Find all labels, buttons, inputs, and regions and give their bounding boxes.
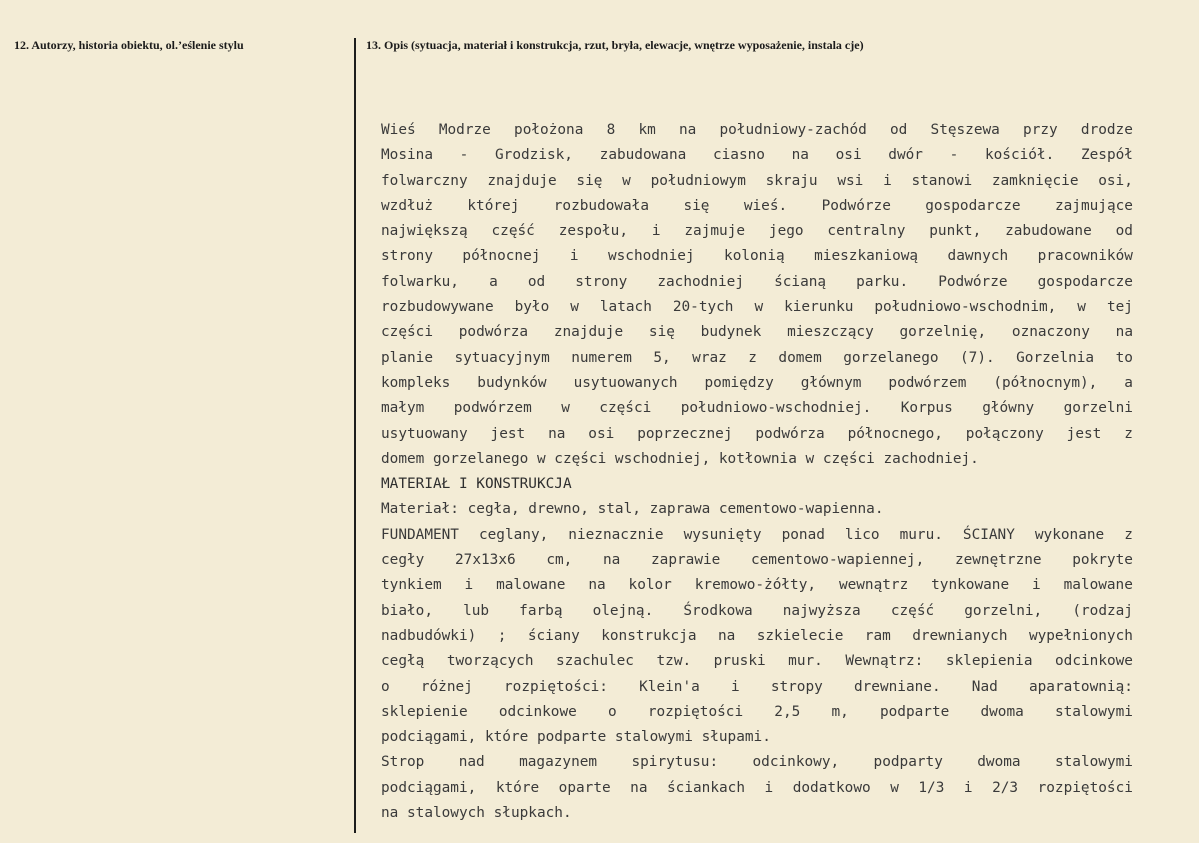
left-column — [0, 0, 352, 843]
word: południowy-zachód — [719, 122, 867, 138]
word: 5, — [653, 349, 671, 366]
column-divider — [354, 38, 356, 833]
word: muru. — [899, 526, 943, 543]
word: Nad — [971, 678, 998, 695]
word: podciągami, — [381, 779, 477, 796]
word: wykonane — [1034, 526, 1105, 543]
word: strony — [575, 273, 628, 290]
word: o — [607, 703, 617, 720]
section-heading-material: MATERIAŁ I KONSTRUKCJA — [381, 476, 572, 493]
word: FUNDAMENT — [381, 526, 459, 543]
word: Gorzelnia — [1016, 349, 1095, 366]
word: i — [651, 223, 661, 240]
word: południowym — [650, 172, 746, 189]
word: dwoma — [977, 754, 1021, 771]
word: osi — [588, 425, 615, 442]
word: Klein'a — [639, 678, 700, 695]
text-line — [381, 371, 1133, 396]
word: szachulec — [556, 653, 634, 670]
word: i — [883, 172, 892, 189]
word: cementowo-wapiennej, — [750, 552, 925, 569]
word: folwarczny — [381, 172, 468, 189]
word: wraz — [692, 349, 727, 366]
word: na — [1115, 324, 1133, 341]
text-line — [381, 270, 1133, 295]
word: oznaczony — [1011, 324, 1090, 341]
word: sklepienie — [381, 703, 468, 720]
word: części — [381, 324, 433, 341]
word: konstrukcja — [601, 627, 697, 644]
word: nadbudówki) — [381, 627, 477, 644]
word: dawnych — [947, 248, 1009, 265]
word: spirytusu: — [631, 754, 719, 771]
word: podwórzem — [453, 400, 532, 417]
word: się — [576, 172, 603, 189]
word: gorzelni — [1063, 400, 1133, 417]
word: (północnym), — [993, 374, 1098, 391]
word: domem — [778, 349, 822, 366]
word: wieś. — [743, 197, 788, 214]
text-line — [381, 523, 1133, 548]
word: na — [630, 779, 648, 796]
word: to — [1115, 349, 1133, 366]
word: Mosina — [381, 147, 433, 164]
word: gospodarcze — [1037, 273, 1133, 290]
word: której — [467, 197, 520, 214]
word: a — [489, 273, 498, 290]
word: folwarku, — [381, 273, 459, 290]
word: rozpiętości: — [504, 678, 608, 695]
word: gorzelanego — [843, 349, 939, 366]
word: dwoma — [980, 703, 1024, 720]
word: oparte — [558, 779, 611, 796]
word: Podwórze — [938, 273, 1008, 290]
word: część — [491, 223, 535, 240]
word: osi — [835, 147, 862, 164]
word: (rodzaj — [1072, 602, 1133, 619]
word: na — [678, 122, 697, 138]
word: zamknięcie — [991, 172, 1079, 189]
text-line: na stalowych słupkach. — [381, 805, 572, 822]
word: wewnątrz — [838, 577, 909, 594]
word: kościół. — [984, 147, 1055, 164]
word: położona — [514, 122, 584, 138]
word: rozbudowywane — [381, 299, 494, 316]
word: ściankach — [667, 779, 745, 796]
word: na — [548, 425, 566, 442]
word: w — [561, 400, 570, 417]
word: ciasno — [712, 147, 765, 164]
word: i — [764, 779, 774, 796]
word: Korpus — [900, 400, 953, 417]
word: drewnianych — [912, 627, 1008, 644]
word: pruski — [713, 653, 766, 670]
word: 27x13x6 — [455, 552, 516, 569]
word: znajduje — [487, 172, 557, 189]
word: aparatownią: — [1028, 678, 1133, 695]
word: stropy — [770, 678, 823, 695]
word: poprzecznej — [637, 425, 733, 442]
word: skraju — [765, 172, 818, 189]
word: zajmuje — [684, 223, 746, 240]
text-line — [381, 244, 1133, 269]
description-text — [381, 118, 1133, 826]
text-line: podciągami, które podparte stalowymi słupami. — [381, 729, 771, 746]
word: południowo-wschodnim, — [874, 299, 1057, 316]
word: połączony — [965, 425, 1044, 442]
word: ram — [864, 627, 891, 644]
word: wschodniej — [607, 248, 695, 265]
text-line — [381, 750, 1133, 775]
text-line — [381, 776, 1133, 801]
text-line — [381, 422, 1133, 447]
word: numerem — [571, 349, 632, 366]
word: największą — [381, 223, 468, 240]
section-12-header: 12. Autorzy, historia obiektu, ol.’eślenie stylu — [14, 38, 244, 52]
text-line — [381, 396, 1133, 421]
word: różnej — [420, 678, 473, 695]
word: z — [1124, 526, 1133, 543]
word: usytuowanych — [573, 374, 678, 391]
word: zachodniej — [657, 273, 744, 290]
word: odcinkowe — [498, 703, 577, 720]
word: tzw. — [656, 653, 692, 670]
word: magazynem — [519, 754, 598, 771]
word: kompleks — [381, 374, 451, 391]
word: jest — [490, 425, 526, 442]
word: tej — [1106, 299, 1133, 316]
word: szkielecie — [756, 627, 844, 644]
text-line: domem gorzelanego w części wschodniej, kotłownia w części zachodniej. — [381, 450, 979, 467]
word: Wieś — [381, 122, 416, 138]
word: dodatkowo — [792, 779, 871, 796]
word: które — [495, 779, 540, 796]
word: małym — [381, 400, 425, 417]
word: malowane — [496, 577, 566, 594]
word: sytuacyjnym — [454, 349, 550, 366]
word: z — [748, 349, 757, 366]
word: planie — [381, 349, 433, 366]
word: najwyższa — [782, 602, 861, 619]
word: cegłą — [381, 653, 425, 670]
word: części — [599, 400, 652, 417]
word: a — [1124, 374, 1133, 391]
word: 20-tych — [672, 299, 734, 316]
word: Modrze — [438, 122, 491, 138]
word: głównym — [800, 374, 862, 391]
text-line — [381, 548, 1133, 573]
text-line — [381, 169, 1133, 194]
text-line — [381, 118, 1133, 143]
text-line — [381, 346, 1133, 371]
word: nieznacznie — [568, 526, 664, 543]
word: rozpiętości — [1037, 779, 1133, 796]
word: mieszczący — [787, 324, 874, 341]
word: Wewnątrz: — [845, 653, 924, 670]
word: kolonią — [724, 248, 785, 265]
word: w — [622, 172, 631, 189]
word: ŚCIANY — [962, 526, 1015, 543]
word: jego — [768, 223, 804, 240]
word: zaprawie — [651, 552, 721, 569]
word: cegły — [381, 552, 425, 569]
word: się — [648, 324, 675, 341]
word: wsi — [837, 172, 864, 189]
word: w — [754, 299, 764, 316]
word: 2,5 — [774, 703, 801, 720]
word: od — [527, 273, 546, 290]
word: wzdłuż — [381, 197, 433, 214]
word: na — [603, 552, 621, 569]
text-line — [381, 295, 1133, 320]
text-line — [381, 573, 1133, 598]
word: kierunku — [784, 299, 854, 316]
word: lico — [844, 526, 880, 543]
word: odcinkowe — [1055, 653, 1133, 670]
word: 8 — [606, 122, 616, 138]
word: - — [949, 147, 959, 164]
text-line — [381, 649, 1133, 674]
word: w — [1077, 299, 1086, 316]
word: latach — [599, 299, 652, 316]
word: drewniane. — [853, 678, 941, 695]
word: Stęszewa — [930, 122, 1000, 138]
word: ponad — [781, 526, 825, 543]
word: parku. — [856, 273, 909, 290]
word: podwórza — [458, 324, 529, 341]
word: biało, — [381, 602, 433, 619]
word: wysunięty — [683, 526, 762, 543]
word: odcinkowy, — [752, 754, 840, 771]
word: dwór — [888, 147, 923, 164]
text-line — [381, 675, 1133, 700]
word: podwórza — [755, 425, 825, 442]
word: od — [1115, 223, 1133, 240]
word: lub — [463, 602, 490, 619]
text-line — [381, 599, 1133, 624]
word: i — [569, 248, 579, 265]
word: gorzelnię, — [899, 324, 987, 341]
word: drodze — [1080, 122, 1133, 138]
word: kolor — [628, 577, 672, 594]
word: 1/3 — [918, 779, 945, 796]
word: tworzących — [446, 653, 534, 670]
word: na — [717, 627, 736, 644]
word: i — [1032, 577, 1041, 594]
word: w — [570, 299, 579, 316]
word: nad — [458, 754, 485, 771]
word: Podwórze — [821, 197, 891, 214]
word: w — [890, 779, 899, 796]
word: sklepienia — [945, 653, 1033, 670]
word: podwórzem — [888, 374, 967, 391]
word: pracowników — [1037, 248, 1133, 265]
word: mieszkaniową — [814, 248, 919, 265]
word: południowo-wschodniej. — [680, 400, 872, 417]
word: Strop — [381, 754, 425, 771]
word: pomiędzy — [704, 374, 774, 391]
word: Zespół — [1080, 147, 1133, 164]
word: m, — [831, 703, 849, 720]
word: pokryte — [1072, 552, 1133, 569]
word: km — [638, 122, 656, 138]
word: na — [588, 577, 606, 594]
word: północnej — [462, 248, 541, 265]
word: o — [381, 678, 390, 695]
word: i — [730, 678, 740, 695]
word: strony — [381, 248, 433, 265]
word: tynkowane — [931, 577, 1010, 594]
word: Grodzisk, — [495, 147, 573, 164]
word: część — [890, 602, 935, 619]
word: od — [890, 122, 908, 138]
word: osi, — [1098, 172, 1133, 189]
word: przy — [1023, 122, 1058, 138]
word: główny — [982, 400, 1035, 417]
word: gorzelni, — [964, 602, 1043, 619]
word: ; — [497, 627, 507, 644]
word: rozpiętości — [647, 703, 744, 720]
word: Środkowa — [683, 602, 753, 619]
word: rozbudowała — [553, 197, 650, 214]
word: farbą — [519, 602, 563, 619]
text-line — [381, 143, 1133, 168]
word: - — [459, 147, 469, 164]
text-line — [381, 624, 1133, 649]
word: północnego, — [847, 425, 943, 442]
word: budynków — [477, 374, 547, 391]
section-13-header: 13. Opis (sytuacja, materiał i konstrukcja, rzut, bryła, elewacje, wnętrze wyposażenie, instala cje) — [366, 38, 864, 52]
word: zabudowane — [1005, 223, 1092, 240]
word: stanowi — [911, 172, 973, 189]
word: (7). — [960, 349, 995, 366]
word: było — [514, 299, 550, 316]
text-line — [381, 194, 1133, 219]
word: stalowymi — [1054, 754, 1133, 771]
word: olejną. — [592, 602, 654, 619]
word: kremowo-żółty, — [694, 577, 817, 594]
text-line — [381, 700, 1133, 725]
word: usytuowany — [381, 425, 468, 442]
word: podparte — [879, 703, 950, 720]
word: cm, — [546, 552, 573, 569]
word: się — [683, 197, 710, 214]
word: na — [791, 147, 809, 164]
word: ścianą — [774, 273, 827, 290]
word: malowane — [1063, 577, 1133, 594]
word: centralny — [827, 223, 906, 240]
word: mur. — [788, 653, 823, 670]
word: 2/3 — [992, 779, 1019, 796]
word: tynkiem — [381, 577, 442, 594]
word: zajmujące — [1054, 197, 1133, 214]
word: ściany — [527, 627, 580, 644]
word: znajduje — [553, 324, 624, 341]
word: gospodarcze — [925, 197, 1021, 214]
word: ceglany, — [478, 526, 549, 543]
word: i — [963, 779, 973, 796]
word: podparty — [873, 754, 943, 771]
text-line — [381, 320, 1133, 345]
word: z — [1124, 425, 1133, 442]
word: zabudowana — [599, 147, 687, 164]
word: jest — [1066, 425, 1102, 442]
word: wypełnionych — [1028, 627, 1133, 644]
text-line: Materiał: cegła, drewno, stal, zaprawa cementowo-wapienna. — [381, 501, 884, 518]
word: zespołu, — [558, 223, 628, 240]
word: punkt, — [929, 223, 982, 240]
word: budynek — [700, 324, 762, 341]
word: i — [464, 577, 474, 594]
text-line — [381, 219, 1133, 244]
word: stalowymi — [1054, 703, 1133, 720]
word: zewnętrzne — [954, 552, 1042, 569]
